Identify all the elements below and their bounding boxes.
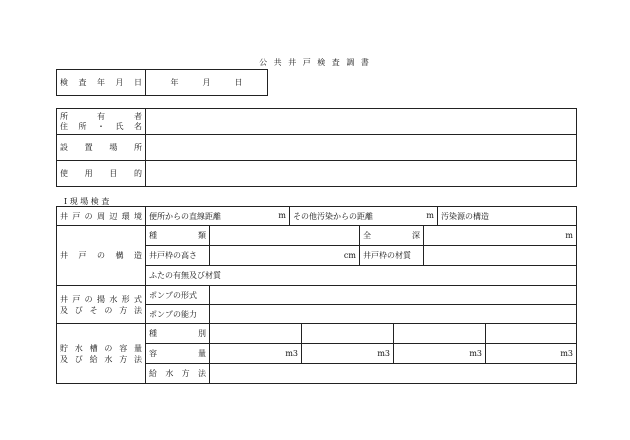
unit-m3: m3 [469, 349, 482, 358]
toilet-distance-label: 便所からの直線距離 [149, 211, 221, 221]
tank-capacity-field[interactable] [210, 344, 302, 364]
owner-info-table [56, 108, 577, 187]
pump-type-label: ポンプの形式 [146, 286, 210, 305]
unit-m3: m3 [560, 349, 573, 358]
inspection-date-value[interactable]: 年 月 日 [146, 70, 268, 96]
environment-table [56, 206, 577, 226]
tank-kind-field[interactable] [486, 324, 577, 344]
tank-capacity-field[interactable] [486, 344, 577, 364]
frame-height-label: 井戸枠の高さ [146, 246, 210, 266]
toilet-distance-field[interactable] [146, 207, 290, 226]
unit-m3: m3 [377, 349, 390, 358]
pumping-label: 井戸の揚水形式 及びその方法 [57, 286, 146, 324]
pump-capacity-field[interactable] [210, 305, 577, 324]
unit-m: m [426, 210, 434, 220]
tank-label: 貯水槽の容量 及び給水方法 [57, 324, 146, 384]
location-label: 設置場所 [57, 135, 146, 161]
lid-field[interactable] [146, 266, 577, 286]
purpose-field[interactable] [146, 161, 577, 187]
tank-kind-label: 種 別 [146, 324, 210, 344]
structure-label: 井 戸 の 構 造 [57, 226, 146, 286]
supply-method-field[interactable] [210, 364, 577, 384]
pump-type-field[interactable] [210, 286, 577, 305]
depth-label: 全 深 [360, 226, 424, 246]
inspection-date-table [56, 69, 268, 96]
unit-cm: cm [343, 251, 356, 260]
location-field[interactable] [146, 135, 577, 161]
tank-capacity-field[interactable] [302, 344, 394, 364]
owner-label: 所 有 者 住所・氏名 [57, 109, 146, 135]
type-field[interactable] [210, 226, 360, 246]
frame-material-label: 井戸枠の材質 [360, 246, 424, 266]
unit-m: m [278, 210, 286, 220]
pollution-source-field[interactable] [438, 207, 577, 226]
tank-capacity-label: 容 量 [146, 344, 210, 364]
tank-kind-field[interactable] [302, 324, 394, 344]
unit-m: m [565, 231, 573, 240]
other-pollution-field[interactable] [290, 207, 438, 226]
purpose-label: 使用目的 [57, 161, 146, 187]
pump-capacity-label: ポンプの能力 [146, 305, 210, 324]
supply-method-label: 給水方法 [146, 364, 210, 384]
form-title: 公 共 井 戸 検 査 調 書 [259, 58, 371, 67]
type-label: 種 類 [146, 226, 210, 246]
frame-height-field[interactable] [210, 246, 360, 266]
section-heading: Ⅰ 現 場 検 査 [64, 197, 110, 206]
tank-kind-field[interactable] [210, 324, 302, 344]
other-pollution-label: その他汚染からの距離 [293, 211, 373, 221]
unit-m3: m3 [285, 349, 298, 358]
tank-capacity-field[interactable] [394, 344, 486, 364]
tank-kind-field[interactable] [394, 324, 486, 344]
pollution-source-label: 汚染源の構造 [441, 211, 489, 221]
pumping-table [56, 285, 577, 324]
tank-table [56, 323, 577, 384]
inspection-date-label: 検査年月日 [57, 70, 146, 96]
owner-field[interactable] [146, 109, 577, 135]
environment-label: 井戸の周辺環境 [57, 207, 146, 226]
lid-label: ふたの有無及び材質 [149, 271, 221, 280]
structure-table [56, 225, 577, 286]
depth-field[interactable] [424, 226, 577, 246]
frame-material-field[interactable] [424, 246, 577, 266]
